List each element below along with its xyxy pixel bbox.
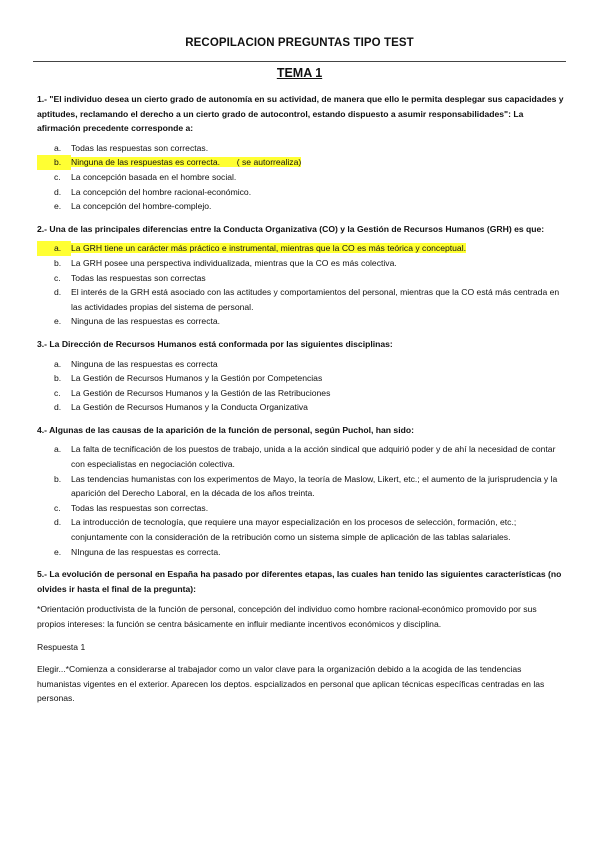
question-1 [37,92,565,214]
option-2b: b. La GRH posee una perspectiva individualizada, mientras que la CO es más colectiva. [54,257,397,268]
option-2d: d. El interés de la GRH está asociado con las actitudes y comportamientos del personal, mientras que la CO está más centrada en las actividades propias del sistema de personal. [54,287,560,312]
option-4a: a. La falta de tecnificación de los puestos de trabajo, unida a la acción sindical que adquirió poder y de ahí la necesidad de contar con especialistas en negociación colectiva. [54,444,556,470]
highlighted-letter: b. [37,155,71,170]
answer-label: Respuesta 1 [37,641,86,652]
highlighted-answer: La GRH tiene un carácter más práctico e instrumental, mientras que la CO es más teórica y conceptual. [71,243,467,254]
option-2a [37,241,565,256]
highlighted-answer: Ninguna de las respuestas es correcta. ( se autorrealiza) [71,157,302,168]
option-4d: d. La introducción de tecnología, que requiere una mayor especialización en los procesos de selección, formación, etc.; conjuntamente con la consideración de la retribución como un sistema simple de aplicación de las tablas salariales. [54,517,517,543]
question-4-title: 4.- Algunas de las causas de la aparición de la función de personal, según Puchol, han sido: [37,424,414,435]
option-3a: a. Ninguna de las respuestas es correcta [54,358,218,369]
question-2 [37,222,565,329]
question-3 [37,337,565,415]
option-4e: e. NInguna de las respuestas es correcta. [54,546,221,557]
question-1-options [37,141,565,214]
option-3c: c. La Gestión de Recursos Humanos y la Gestión de las Retribuciones [54,387,331,398]
question-2-title: 2.- Una de las principales diferencias entre la Conducta Organizativa (CO) y la Gestión de Recursos Humanos (GRH) es que: [37,223,545,234]
option-2e: e. Ninguna de las respuestas es correcta. [54,316,221,327]
option-3b: b. La Gestión de Recursos Humanos y la Gestión por Competencias [54,373,323,384]
question-5 [37,567,565,706]
question-5-title: 5.- La evolución de personal en España ha pasado por diferentes etapas, las cuales han tenido las siguientes características (no olvides ir hasta el final de la pregunta): [37,569,562,594]
question-5-statement: *Orientación productivista de la función de personal, concepción del individuo como hombre racional-económico promovido por sus propios intereses: la función se centra básicamente en influir mediante incentivos económicos y disciplina. [37,604,537,629]
answer-select-text: Elegir...*Comienza a considerarse al trabajador como un valor clave para la organización debido a la acogida de las tendencias humanistas vigentes en el exterior. Aparecen los deptos. espcializados en personal que aplican técnicas específicas centradas en las personas. [37,664,545,704]
option-1e: e. La concepción del hombre-complejo. [54,201,212,212]
option-1c: c. La concepción basada en el hombre social. [54,171,237,182]
option-1a: a. Todas las respuestas son correctas. [54,142,209,153]
option-1d: d. La concepción del hombre racional-económico. [54,186,252,197]
question-2-options [37,241,565,329]
document-body [37,92,565,714]
question-3-options [37,357,565,415]
topic-heading: TEMA 1 [276,66,323,80]
option-2c: c. Todas las respuestas son correctas [54,272,206,283]
option-3d: d. La Gestión de Recursos Humanos y la Conducta Organizativa [54,402,308,413]
document-title: RECOPILACION PREGUNTAS TIPO TEST [185,37,414,49]
highlighted-letter: a. [37,241,71,256]
option-4c: c. Todas las respuestas son correctas. [54,502,209,513]
option-1b [37,155,565,170]
title-divider [33,61,566,62]
question-1-title: 1.- "El individuo desea un cierto grado de autonomía en su actividad, de manera que ello le permita desplegar sus capacidades y aptitudes, reclamando el derecho a un cierto grado de autocontrol, estando dispuesto a asumir responsabilidades": La afirmación precedente corresponde a: [37,94,564,134]
question-4 [37,423,565,559]
question-4-options [37,442,565,559]
option-4b: b. Las tendencias humanistas con los experimentos de Mayo, la teoría de Maslow, Likert, etc.; el aumento de la jurisprudencia y la aparición del Derecho Laboral, en la década de los años treinta. [54,473,558,499]
question-3-title: 3.- La Dirección de Recursos Humanos está conformada por las siguientes disciplinas: [37,338,393,349]
